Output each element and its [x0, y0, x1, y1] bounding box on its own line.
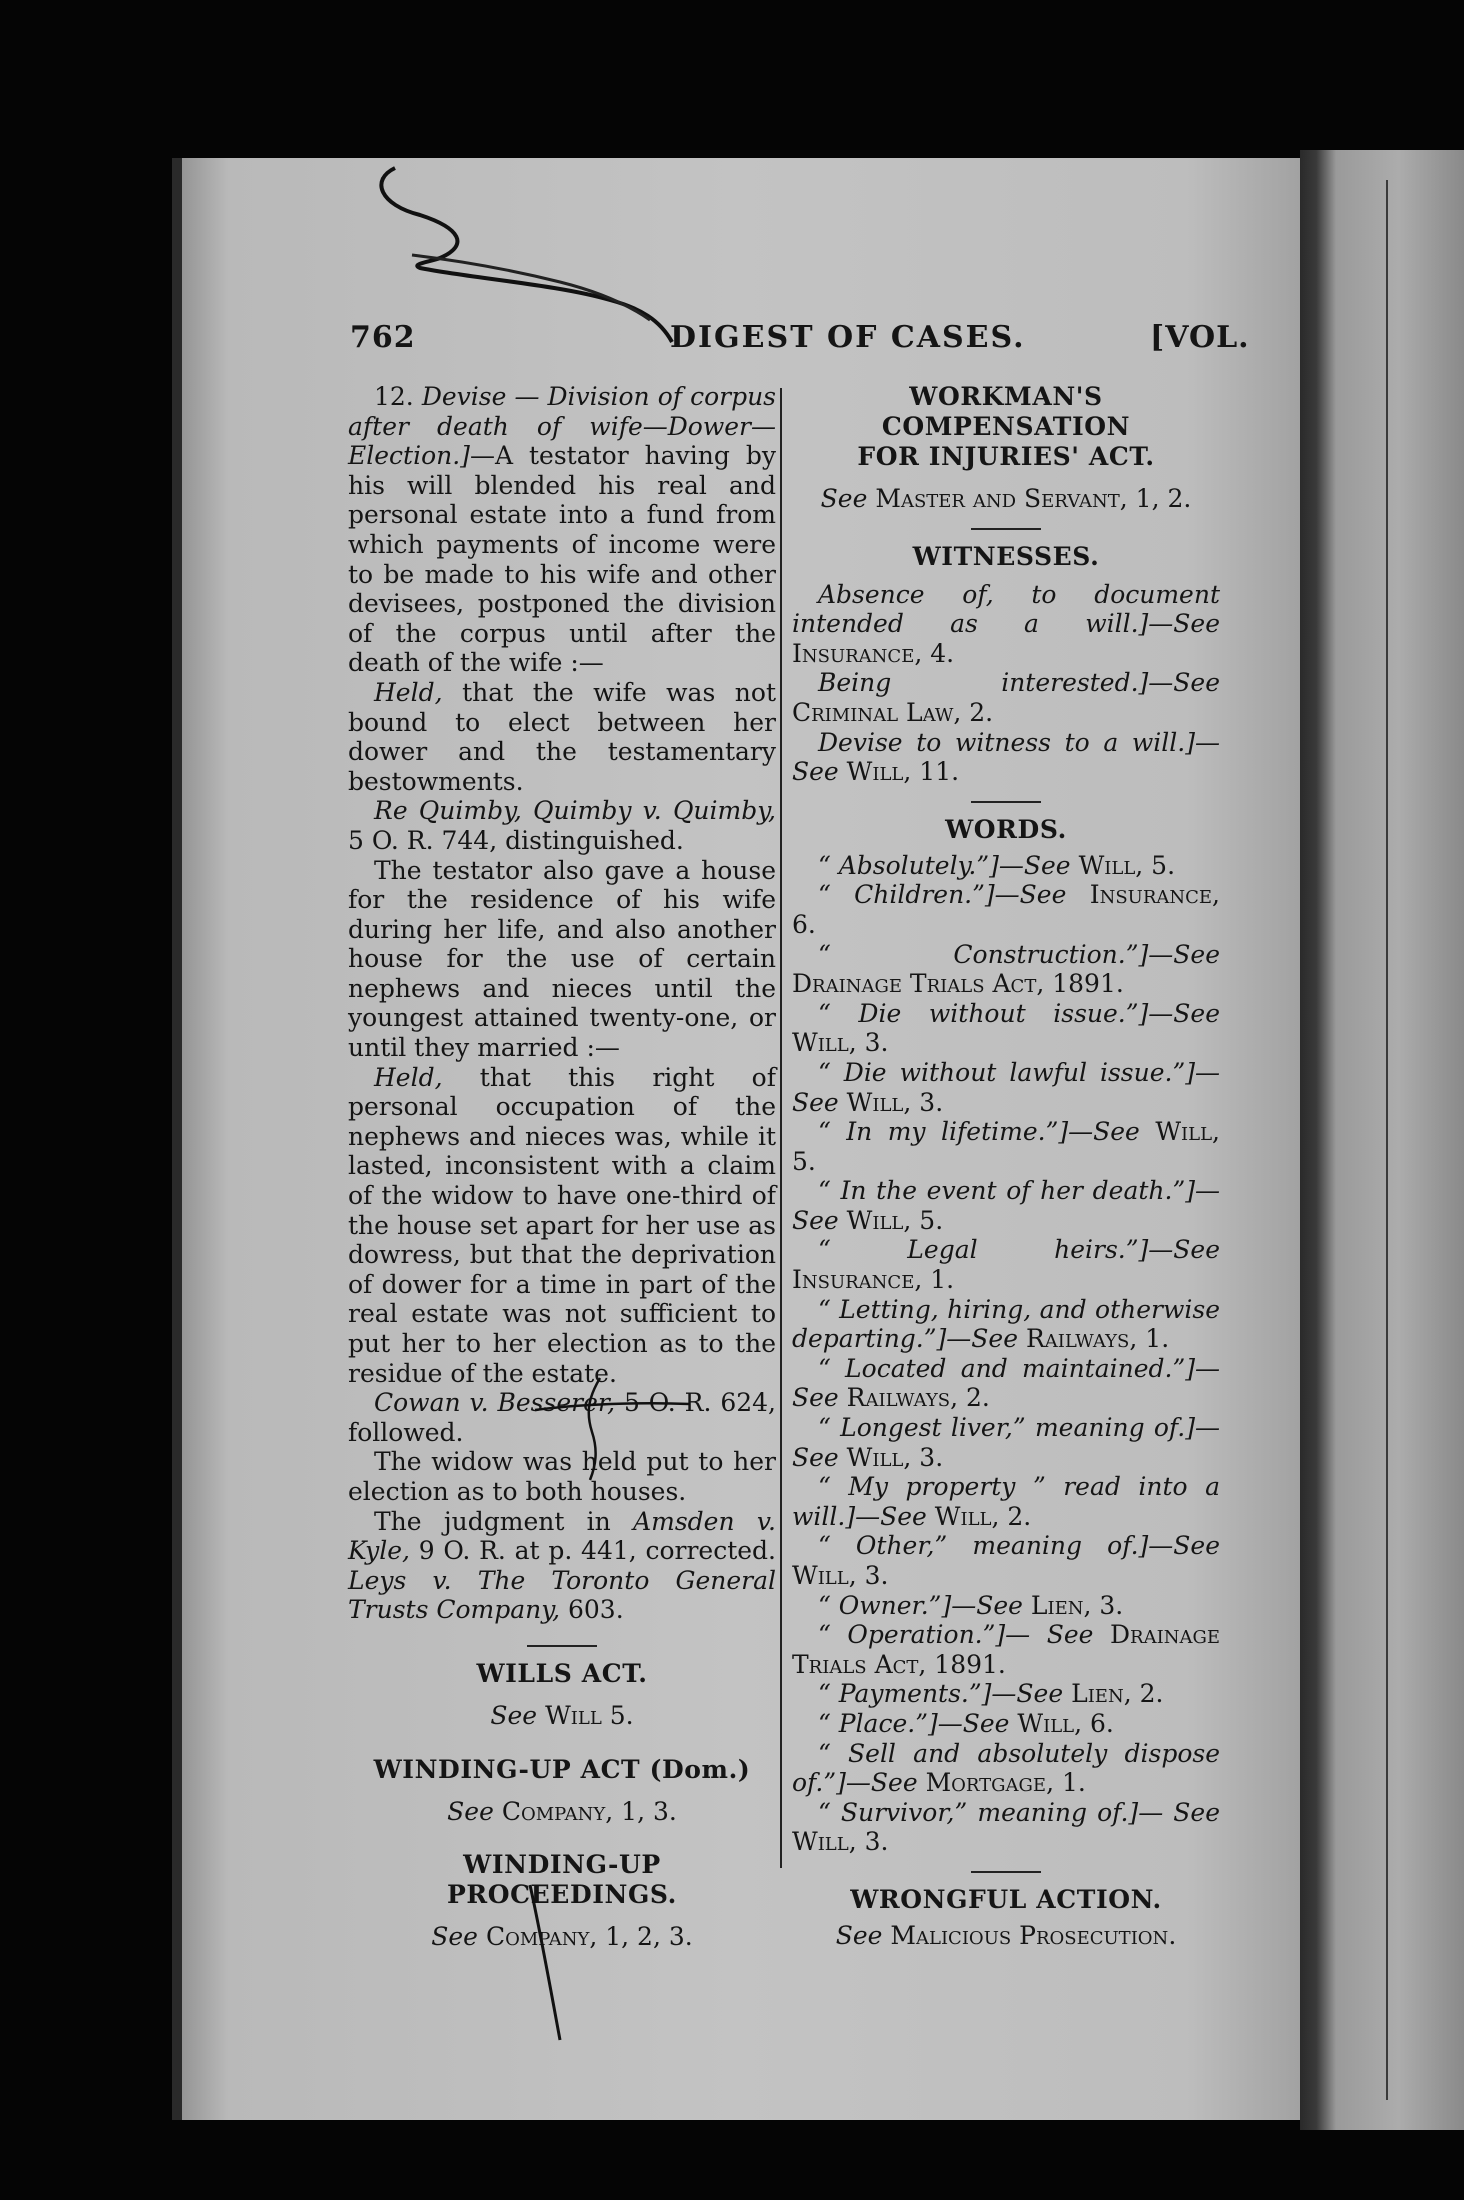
cross-ref-number: , 1, 3.: [605, 1796, 677, 1826]
see-label: —See: [1148, 1531, 1220, 1561]
cross-ref: Drainage Trials Act: [792, 969, 1037, 999]
cross-ref: Criminal Law: [792, 697, 954, 727]
see-label: See: [490, 1700, 538, 1730]
judgment-ref: 9 O. R. at p. 441, corrected.: [418, 1536, 776, 1566]
held-label: Held,: [374, 1062, 443, 1092]
judgment-case-2: Leys v. The Toronto General Trusts Company,: [348, 1565, 776, 1625]
cross-ref: Insurance: [792, 638, 915, 668]
cross-ref-number: , 6.: [792, 880, 1220, 939]
judgment-lead: The judgment in: [374, 1506, 611, 1536]
held-text: that this right of personal occupation of the nephews and nieces was, while it lasted, inconsistent with a claim of the widow to have one-third of the house set apart for her use as dowress, but that the deprivation of dower for a time in part of the real estate was not sufficient to put her to her election as to the residue of the estate.: [348, 1062, 776, 1388]
cross-ref-number: , 3.: [848, 1827, 889, 1857]
see-label: —See: [1148, 668, 1220, 698]
cross-ref-number: , 1.: [914, 1265, 955, 1295]
entry-phrase: “ In the event of her death.”]: [818, 1176, 1195, 1206]
cross-ref: Will: [846, 1442, 904, 1472]
see-label: —See: [1148, 939, 1220, 969]
entry-phrase: “ Longest liver,” meaning of.]: [818, 1413, 1195, 1443]
see-label: —See: [937, 1708, 1010, 1738]
cross-ref-number: , 2.: [1123, 1679, 1164, 1709]
see-label: —See: [994, 880, 1067, 910]
see-label: — See: [792, 1057, 1220, 1117]
see-label: —See: [1068, 1117, 1140, 1147]
judgment-page: 603.: [567, 1595, 624, 1625]
entry-heading: Devise — Division of corpus after death of wife—Dower—Election.]: [348, 382, 777, 471]
cross-ref: Drainage Trials Act: [792, 1620, 1220, 1679]
cross-ref-number: , 2.: [950, 1383, 990, 1413]
entry-phrase: “ Place.”]: [818, 1708, 938, 1738]
see-label: See: [820, 484, 868, 513]
cross-ref: Company: [501, 1796, 606, 1826]
entry-phrase: “ Survivor,” meaning of.]: [818, 1797, 1139, 1827]
see-label: — See: [792, 727, 1220, 787]
see-label: — See: [1005, 1620, 1094, 1650]
cross-ref-number: , 5.: [1135, 850, 1176, 880]
entry-phrase: “ In my lifetime.”]: [818, 1117, 1069, 1147]
held-text: that the wife was not bound to elect between her dower and the testamentary bestowments.: [348, 677, 776, 796]
entry-phrase: Devise to witness to a will.]: [818, 727, 1195, 757]
cross-ref: Lien: [1071, 1679, 1124, 1709]
entry-phrase: “ Other,” meaning of.]: [818, 1531, 1149, 1561]
winding-up-proceedings-heading: WINDING-UP PROCEEDINGS.: [446, 1850, 677, 1910]
cross-ref-number: .: [1168, 1920, 1177, 1950]
entry-phrase: “ Construction.”]: [818, 939, 1149, 969]
cross-ref: Mortgage: [925, 1768, 1047, 1798]
volume-label: [VOL.: [1150, 320, 1250, 355]
see-label: —See: [998, 850, 1071, 880]
wrongful-action-heading: WRONGFUL ACTION.: [850, 1884, 1162, 1914]
entry-number: 12.: [374, 382, 414, 411]
cross-ref-number: , 1891.: [918, 1649, 1006, 1679]
cross-ref-number: , 5.: [903, 1205, 944, 1235]
see-label: —See: [792, 1176, 1220, 1235]
cross-ref: Will: [792, 1028, 849, 1058]
see-label: — See: [1138, 1797, 1220, 1827]
citation-case: Re Quimby, Quimby v. Quimby,: [374, 796, 776, 826]
see-label: —See: [1148, 1235, 1220, 1265]
cross-ref: Will: [1078, 850, 1136, 880]
see-label: —See: [1148, 998, 1220, 1028]
wills-act-heading: WILLS ACT.: [476, 1658, 648, 1688]
cross-ref-number: , 5.: [792, 1117, 1220, 1176]
workmans-heading-line-2: FOR INJURIES' ACT.: [857, 442, 1155, 471]
citation-case: Cowan v. Besserer,: [374, 1388, 616, 1418]
cross-ref-number: 5.: [609, 1700, 634, 1730]
held-label: Held,: [374, 677, 443, 707]
entry-phrase: “ Payments.”]: [818, 1679, 992, 1709]
see-label: — See: [792, 1413, 1220, 1472]
entry-phrase: “ Owner.”]: [818, 1590, 952, 1620]
page-number: 762: [350, 320, 416, 355]
entry-phrase: “ Located and maintained.”]: [818, 1353, 1195, 1383]
words-heading: WORDS.: [945, 814, 1067, 844]
cross-ref: Will: [792, 1561, 849, 1590]
cross-ref: Will: [846, 1205, 904, 1235]
cross-ref: Will: [1155, 1117, 1213, 1147]
cross-ref: Will: [545, 1700, 602, 1730]
cross-ref-number: , 4.: [914, 638, 955, 668]
entry-phrase: “ Die without issue.”]: [818, 998, 1149, 1028]
cross-ref: Will: [846, 1087, 904, 1117]
entry-phrase: “ Absolutely.”]: [818, 850, 999, 880]
cross-ref: Railways: [846, 1383, 951, 1413]
citation-rest: 5 O. R. 624, followed.: [348, 1388, 776, 1447]
see-label: —See: [845, 1768, 918, 1798]
cross-ref: Will: [846, 757, 904, 787]
cross-ref: Malicious Prosecution: [890, 1920, 1169, 1950]
see-label: —See: [951, 1590, 1023, 1620]
see-label: See: [447, 1796, 494, 1826]
entry-phrase: “ Legal heirs.”]: [818, 1235, 1149, 1265]
cross-ref: Will: [792, 1827, 849, 1857]
entry-phrase: Being interested.]: [818, 668, 1149, 698]
cross-ref: Insurance: [792, 1265, 915, 1295]
entry-phrase: Absence of, to document intended as a will.]: [792, 579, 1220, 639]
cross-ref: Railways: [1025, 1324, 1130, 1354]
cross-ref-number: , 2.: [953, 697, 994, 727]
entry-phrase: “ Die without lawful issue.”]: [818, 1057, 1195, 1087]
cross-ref: Company: [485, 1922, 590, 1952]
cross-ref-number: , 3.: [903, 1442, 944, 1472]
citation-rest: 5 O. R. 744, distinguished.: [348, 825, 684, 855]
cross-ref-number: , 1.: [1129, 1324, 1170, 1354]
entry-phrase: “ My property ” read into a will.]: [792, 1472, 1220, 1531]
cross-ref: Will: [1017, 1708, 1075, 1738]
see-label: See: [835, 1920, 883, 1950]
cross-ref-number: , 3.: [1083, 1590, 1124, 1620]
running-title: DIGEST OF CASES.: [670, 320, 1026, 355]
cross-ref-number: , 3.: [903, 1087, 944, 1117]
entry-paragraph-3: The widow was held put to her election as to both houses.: [348, 1447, 776, 1506]
see-label: —See: [991, 1679, 1064, 1709]
see-label: —See: [792, 1353, 1220, 1413]
cross-ref-number: , 1, 2.: [1119, 484, 1192, 513]
cross-ref-number: , 3.: [848, 1028, 889, 1058]
see-label: See: [431, 1922, 478, 1952]
entry-phrase: “ Letting, hiring, and otherwise departing.”]: [792, 1294, 1220, 1354]
see-label: —See: [1148, 609, 1220, 639]
cross-ref-number: , 6.: [1074, 1708, 1114, 1738]
entry-phrase: “ Sell and absolutely dispose of.”]: [792, 1738, 1220, 1798]
entry-phrase: “ Children.”]: [818, 880, 995, 910]
winding-up-act-suffix: (Dom.): [649, 1754, 751, 1784]
entry-paragraph-2: The testator also gave a house for the residence of his wife during her life, and also another house for the use of certain nephews and nieces until the youngest attained twenty-one, or until they married :—: [348, 855, 776, 1063]
cross-ref: Will: [934, 1501, 992, 1531]
entry-phrase: “ Operation.”]: [818, 1620, 1006, 1650]
witnesses-heading: WITNESSES.: [912, 541, 1100, 571]
cross-ref-number: , 1, 2, 3.: [589, 1922, 693, 1952]
winding-up-act-title: WINDING-UP ACT: [373, 1754, 641, 1784]
cross-ref: Master and Servant: [875, 484, 1120, 513]
cross-ref: Lien: [1030, 1590, 1084, 1620]
judgment-case: Amsden v. Kyle,: [348, 1506, 776, 1566]
entry-paragraph-1: —A testator having by his will blended his real and personal estate into a fund from which payments of income were to be made to his wife and other devisees, postponed the division of the corpus until after the death of the wife :—: [348, 441, 776, 678]
see-label: —See: [946, 1324, 1019, 1354]
see-label: —See: [855, 1501, 927, 1531]
cross-ref-number: , 1.: [1046, 1768, 1086, 1798]
cross-ref-number: , 1891.: [1036, 969, 1124, 999]
cross-ref-number: , 2.: [991, 1501, 1032, 1531]
cross-ref: Insurance: [1089, 880, 1213, 910]
cross-ref-number: , 11.: [903, 757, 960, 787]
workmans-heading-line-1: WORKMAN'S COMPENSATION: [881, 382, 1131, 441]
cross-ref-number: , 3.: [848, 1561, 889, 1590]
